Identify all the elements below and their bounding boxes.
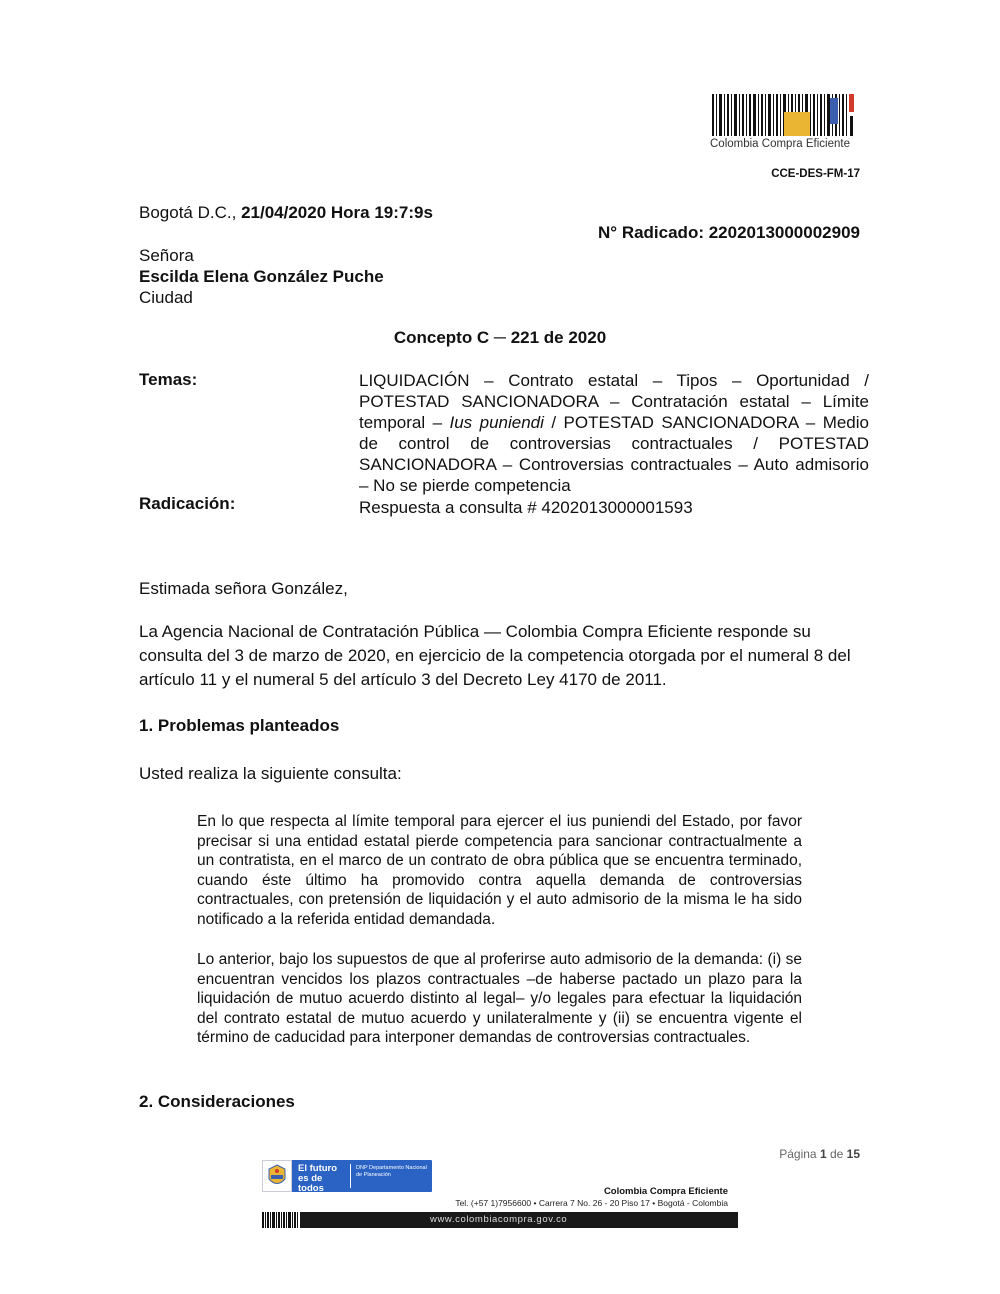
date-time: 21/04/2020 Hora 19:7:9s [241,203,433,222]
gov-slogan: El futuro es de todos [298,1163,338,1194]
addressee-city: Ciudad [139,288,193,307]
addressee-name: Escilda Elena González Puche [139,267,384,286]
gov-logo [262,1160,432,1192]
section-consideraciones: 2. Consideraciones [139,1092,295,1111]
temas-part1: LIQUIDACIÓN – Contrato estatal – Tipos – Oportunidad / POTESTAD SANCIONADORA – Contratación estatal – Límite temporal – [359,371,869,432]
form-code: CCE-DES-FM-17 [771,168,860,180]
temas-italic: Ius puniendi [449,413,544,432]
temas-part2: / POTESTAD SANCIONADORA – Medio de control de controversias contractuales / POTESTAD SANCIONADORA – Controversias contractuales – Auto admisorio – No se pierde competencia [359,413,869,495]
gov-dept: DNP Departamento Nacional de Planeación [356,1165,427,1178]
radicado-number: N° Radicado: 2202013000002909 [598,223,860,242]
radicacion-value: Respuesta a consulta # 4202013000001593 [359,498,693,517]
cce-logo [710,92,860,152]
page-prefix: Página [779,1147,820,1161]
footer-address: Tel. (+57 1)7956600 • Carrera 7 No. 26 - 20 Piso 17 • Bogotá - Colombia [455,1198,728,1208]
addressee-block [139,245,384,308]
date-line [139,202,433,223]
gov-divider [350,1164,351,1188]
cce-logo-text: Colombia Compra Eficiente [710,138,850,150]
footer-barcode-icon [262,1212,300,1228]
page-mid: de [826,1147,847,1161]
quote-paragraph-1: En lo que respecta al límite temporal para ejercer el ius puniendi del Estado, por favor precisar si una entidad estatal pierde competencia para sancionar contractualmente a un contratista, en el marco de un contrato de obra pública que se encuentra terminado, cuando éste último ha promovido contra aquella demanda de controversias contractuales, con pretensión de liquidación y el auto admisorio de la misma le ha sido notificado a la referida entidad demandada. [197,813,802,928]
section-problemas: 1. Problemas planteados [139,716,340,735]
city: Bogotá D.C., [139,203,242,222]
intro-paragraph: La Agencia Nacional de Contratación Pública — Colombia Compra Eficiente responde su consulta del 3 de marzo de 2020, en ejercicio de la competencia otorgada por el numeral 8 del artículo 11 y el numeral 5 del artículo 3 del Decreto Ley 4170 de 2011. [139,622,851,689]
cce-barcode-logo [710,92,860,138]
footer-bar [262,1212,738,1228]
radicacion-label: Radicación: [139,494,236,513]
coat-of-arms-icon [262,1160,292,1192]
quote-paragraph-2: Lo anterior, bajo los supuestos de que al proferirse auto admisorio de la demanda: (i) se encuentran vencidos los plazos contractuales –de haberse pactado un plazo para la liquidación de mutuo acuerdo distinto al legal– y/o legales para efectuar la liquidación del contrato estatal de mutuo acuerdo y unilateralmente y (ii) se encuentra vigente el término de caducidad para interponer demandas de controversias contractuales. [197,951,802,1047]
page-number [779,1147,860,1161]
page-current: 1 [819,1147,827,1161]
page-total: 15 [846,1147,860,1161]
concepto-title: Concepto C ─ 221 de 2020 [393,328,607,347]
greeting: Estimada señora González, [139,579,348,598]
temas-label: Temas: [139,370,198,389]
temas-text [359,370,869,496]
consulta-intro: Usted realiza la siguiente consulta: [139,764,402,783]
footer-org-name: Colombia Compra Eficiente [603,1186,728,1197]
salutation-title: Señora [139,246,194,265]
footer-url[interactable]: www.colombiacompra.gov.co [430,1214,568,1225]
